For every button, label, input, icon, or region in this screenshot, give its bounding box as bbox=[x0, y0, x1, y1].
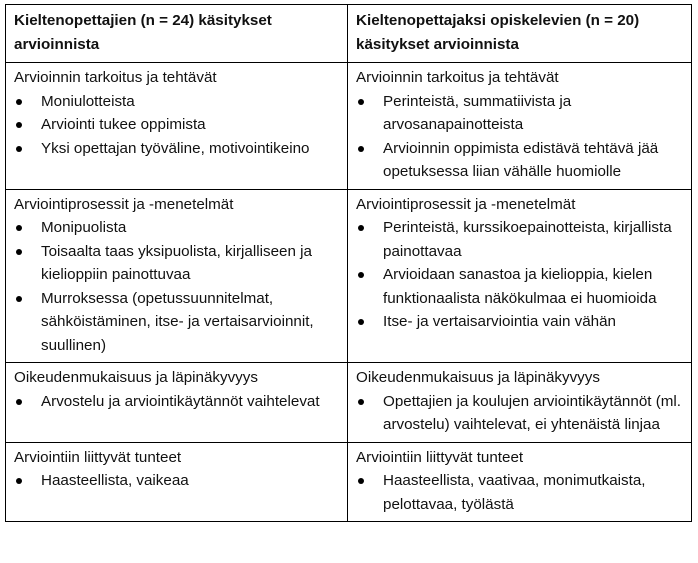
list-item bbox=[14, 216, 339, 240]
section-title: Arviointiprosessit ja -menetelmät bbox=[14, 195, 234, 213]
bullet-list bbox=[14, 90, 339, 161]
table-row bbox=[6, 189, 692, 363]
bullet-icon bbox=[16, 399, 22, 405]
bullet-icon bbox=[358, 146, 364, 152]
list-item-text: Arvostelu ja arviointikäytännöt vaihtelevat bbox=[41, 392, 320, 410]
list-item bbox=[14, 287, 339, 358]
list-item-text: Moniulotteista bbox=[41, 92, 135, 110]
list-item bbox=[356, 90, 683, 137]
bullet-icon bbox=[358, 319, 364, 325]
bullet-list bbox=[356, 216, 683, 334]
bullet-list bbox=[356, 390, 683, 437]
section-title: Arviointiin liittyvät tunteet bbox=[356, 448, 524, 466]
list-item bbox=[356, 390, 683, 437]
table-row bbox=[6, 63, 692, 190]
section-title: Arviointiin liittyvät tunteet bbox=[14, 448, 182, 466]
bullet-icon bbox=[358, 99, 364, 105]
header-teachers: Kieltenopettajien (n = 24) käsitykset arvioinnista bbox=[6, 5, 348, 63]
list-item bbox=[356, 469, 683, 516]
table-row bbox=[6, 363, 692, 443]
section-title: Oikeudenmukaisuus ja läpinäkyvyys bbox=[356, 369, 600, 386]
bullet-icon bbox=[16, 122, 22, 128]
section-title: Oikeudenmukaisuus ja läpinäkyvyys bbox=[14, 369, 258, 386]
bullet-icon bbox=[16, 478, 22, 484]
list-item-text: Toisaalta taas yksipuolista, kirjalliseen ja kielioppiin painottuvaa bbox=[41, 242, 312, 283]
list-item bbox=[356, 310, 683, 334]
list-item-text: Haasteellista, vaativaa, monimutkaista, pelottavaa, työlästä bbox=[383, 472, 646, 513]
list-item-text: Murroksessa (opetussuunnitelmat, sähköistäminen, itse- ja vertaisarvioinnit, suullinen) bbox=[41, 289, 314, 354]
list-item bbox=[356, 137, 683, 184]
list-item bbox=[356, 216, 683, 263]
list-item bbox=[14, 90, 339, 114]
list-item-text: Arvioinnin oppimista edistävä tehtävä jää opetuksessa liian vähälle huomiolle bbox=[383, 139, 659, 180]
list-item-text: Perinteistä, kurssikoepainotteista, kirjallista painottavaa bbox=[383, 219, 672, 260]
cell-students bbox=[348, 189, 692, 363]
list-item-text: Arvioidaan sanastoa ja kielioppia, kielen funktionaalista näkökulmaa ei huomioida bbox=[383, 266, 657, 307]
bullet-icon bbox=[358, 399, 364, 405]
bullet-list bbox=[356, 90, 683, 184]
list-item bbox=[14, 240, 339, 287]
table-row bbox=[6, 442, 692, 522]
bullet-icon bbox=[358, 478, 364, 484]
cell-teachers bbox=[6, 63, 348, 190]
list-item bbox=[14, 113, 339, 137]
bullet-icon bbox=[16, 296, 22, 302]
list-item bbox=[14, 469, 339, 493]
bullet-icon bbox=[16, 249, 22, 255]
list-item-text: Opettajien ja koulujen arviointikäytännöt (ml. arvostelu) vaihtelevat, ei yhtenäistä linjaa bbox=[383, 392, 682, 433]
list-item-text: Itse- ja vertaisarviointia vain vähän bbox=[383, 313, 616, 330]
list-item-text: Yksi opettajan työväline, motivointikeino bbox=[41, 139, 310, 157]
list-item bbox=[14, 137, 339, 161]
bullet-list bbox=[356, 469, 683, 516]
cell-students bbox=[348, 63, 692, 190]
list-item-text: Arviointi tukee oppimista bbox=[41, 116, 206, 133]
table-body bbox=[6, 63, 692, 522]
bullet-icon bbox=[16, 225, 22, 231]
comparison-table bbox=[5, 4, 692, 522]
cell-students bbox=[348, 442, 692, 522]
bullet-icon bbox=[358, 272, 364, 278]
list-item-text: Monipuolista bbox=[41, 219, 127, 236]
cell-students bbox=[348, 363, 692, 443]
section-title: Arvioinnin tarkoitus ja tehtävät bbox=[356, 69, 559, 86]
section-title: Arviointiprosessit ja -menetelmät bbox=[356, 195, 576, 213]
cell-teachers bbox=[6, 363, 348, 443]
bullet-icon bbox=[16, 99, 22, 105]
cell-teachers bbox=[6, 189, 348, 363]
bullet-list bbox=[14, 469, 339, 493]
header-students: Kieltenopettajaksi opiskelevien (n = 20) käsitykset arvioinnista bbox=[348, 5, 692, 63]
list-item-text: Haasteellista, vaikeaa bbox=[41, 472, 189, 489]
bullet-icon bbox=[16, 146, 22, 152]
bullet-icon bbox=[358, 225, 364, 231]
section-title: Arvioinnin tarkoitus ja tehtävät bbox=[14, 69, 217, 86]
list-item-text: Perinteistä, summatiivista ja arvosanapainotteista bbox=[383, 92, 572, 133]
list-item bbox=[356, 263, 683, 310]
header-row bbox=[6, 5, 692, 63]
cell-teachers bbox=[6, 442, 348, 522]
bullet-list bbox=[14, 390, 339, 414]
bullet-list bbox=[14, 216, 339, 357]
list-item bbox=[14, 390, 339, 414]
